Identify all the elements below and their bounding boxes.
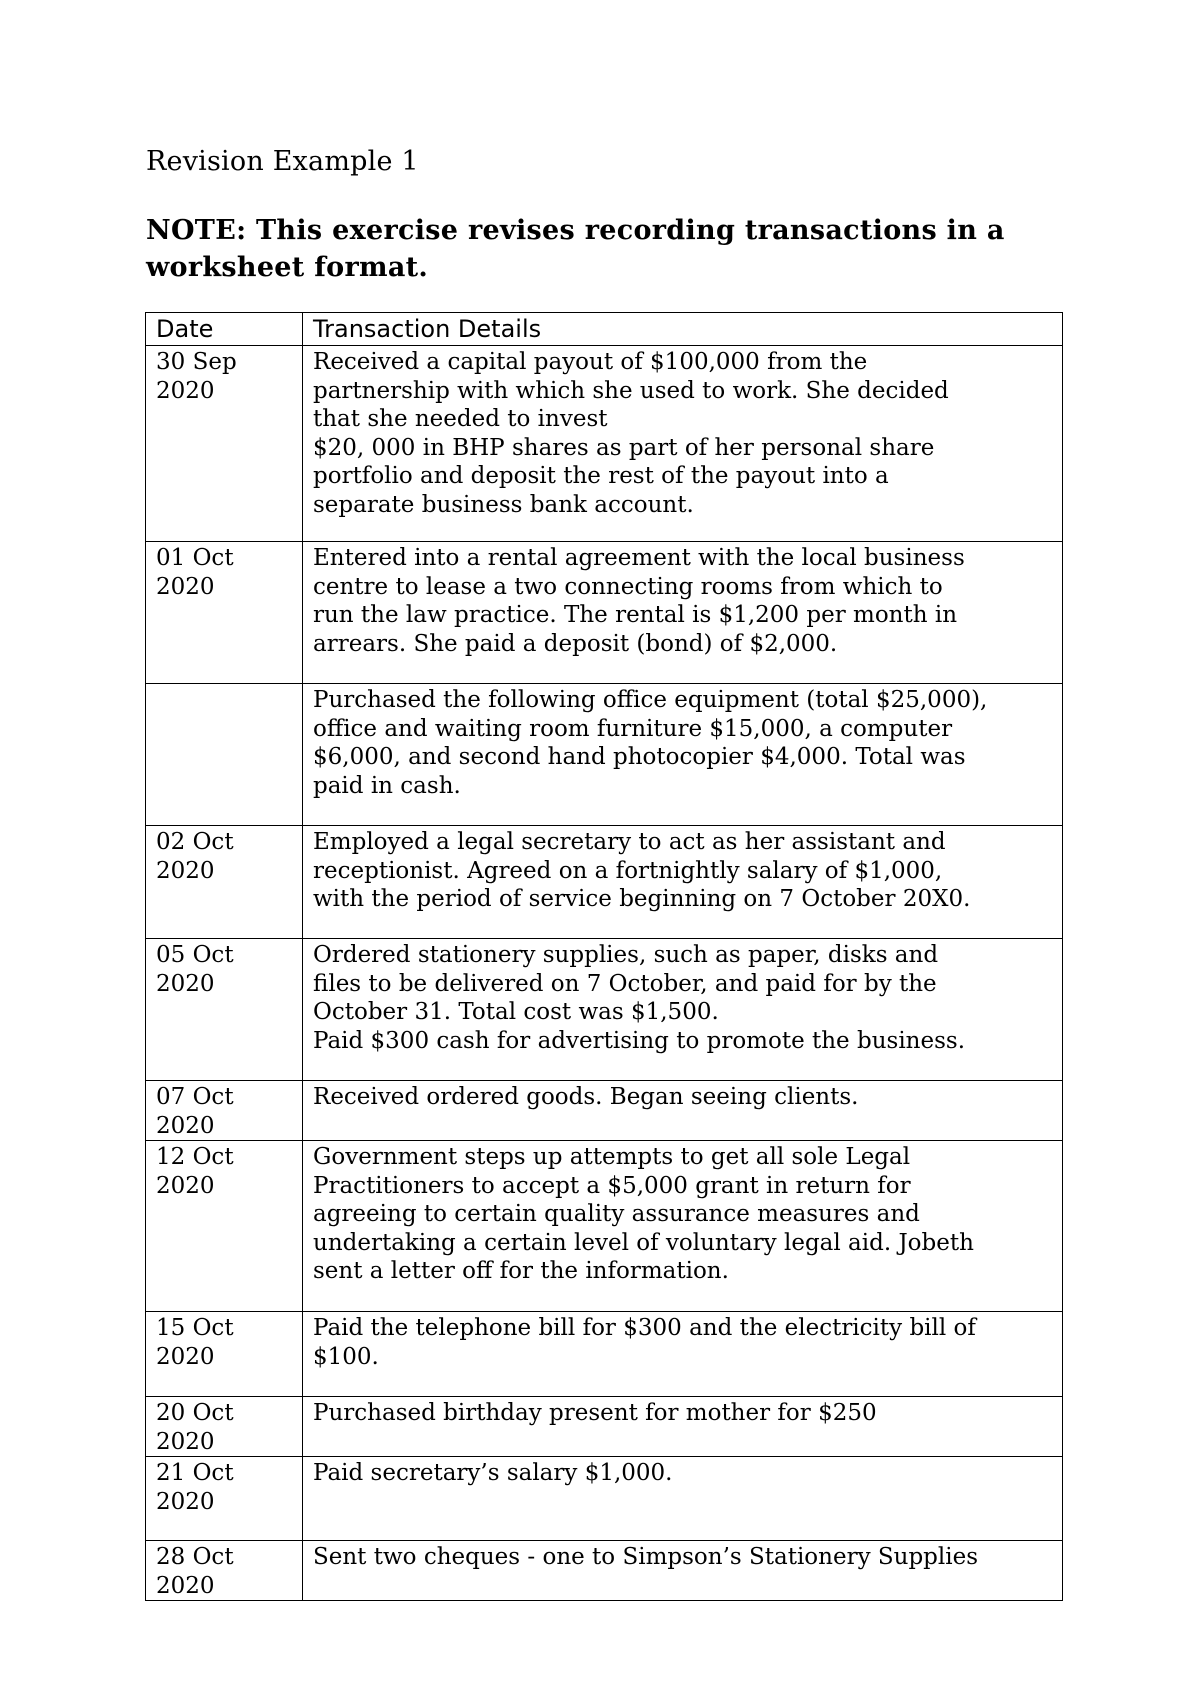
row-details: Government steps up attempts to get all sole Legal Practitioners to accept a $5,000 grant in return for agreeing to certain quality assurance measures and undertaking a certain level of voluntary legal aid. Jobeth sent a letter off for the information. [303,1141,1063,1312]
transactions-table [145,312,1063,1601]
row-details: Purchased birthday present for mother for $250 [303,1397,1063,1457]
row-details: Received ordered goods. Began seeing clients. [303,1081,1063,1141]
row-details: Entered into a rental agreement with the local business centre to lease a two connecting rooms from which to run the law practice. The rental is $1,200 per month in arrears. She paid a deposit (bond) of $2,000. [303,542,1063,684]
details-column-header: Transaction Details [303,313,1063,346]
row-details: Paid secretary’s salary $1,000. [303,1457,1063,1541]
row-date: 30 Sep 2020 [146,346,303,542]
table-row [146,1457,1063,1541]
row-date [146,684,303,826]
table-row [146,542,1063,684]
row-date: 02 Oct 2020 [146,826,303,939]
row-date: 15 Oct 2020 [146,1312,303,1397]
table-row [146,939,1063,1081]
row-date: 12 Oct 2020 [146,1141,303,1312]
row-date: 20 Oct 2020 [146,1397,303,1457]
row-date: 21 Oct 2020 [146,1457,303,1541]
row-date: 01 Oct 2020 [146,542,303,684]
table-row [146,1541,1063,1601]
row-date: 05 Oct 2020 [146,939,303,1081]
row-date: 28 Oct 2020 [146,1541,303,1601]
table-row [146,346,1063,542]
table-row [146,826,1063,939]
table-row [146,1312,1063,1397]
document-title: Revision Example 1 [146,146,419,177]
date-column-header: Date [146,313,303,346]
row-details: Received a capital payout of $100,000 from the partnership with which she used to work. She decided that she needed to invest $20, 000 in BHP shares as part of her personal share portfolio and deposit the rest of the payout into a separate business bank account. [303,346,1063,542]
table-row [146,1397,1063,1457]
exercise-note: NOTE: This exercise revises recording transactions in a worksheet format. [146,215,1005,283]
row-date: 07 Oct 2020 [146,1081,303,1141]
row-details: Purchased the following office equipment (total $25,000), office and waiting room furniture $15,000, a computer $6,000, and second hand photocopier $4,000. Total was paid in cash. [303,684,1063,826]
table-header-row [146,313,1063,346]
table-row [146,1081,1063,1141]
row-details: Paid the telephone bill for $300 and the electricity bill of $100. [303,1312,1063,1397]
table-row [146,1141,1063,1312]
row-details: Ordered stationery supplies, such as paper, disks and files to be delivered on 7 October, and paid for by the October 31. Total cost was $1,500. Paid $300 cash for advertising to promote the business. [303,939,1063,1081]
row-details: Employed a legal secretary to act as her assistant and receptionist. Agreed on a fortnightly salary of $1,000, with the period of service beginning on 7 October 20X0. [303,826,1063,939]
table-row [146,684,1063,826]
row-details: Sent two cheques - one to Simpson’s Stationery Supplies [303,1541,1063,1601]
